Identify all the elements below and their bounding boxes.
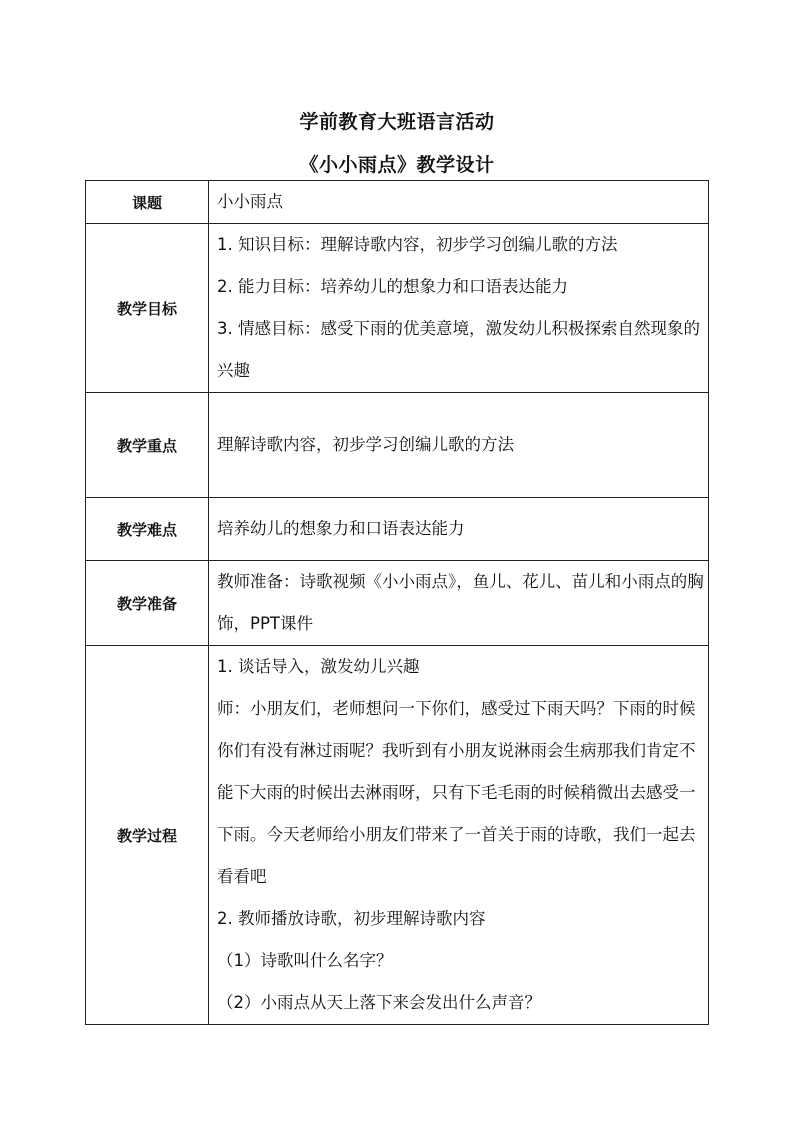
cell-topic (209, 181, 709, 224)
document-title: 学前教育大班语言活动 (299, 111, 495, 133)
objective-emotion: 3. 情感目标：感受下雨的优美意境，激发幼儿积极探索自然现象的兴趣 (217, 319, 700, 380)
label-objectives: 教学目标 (86, 224, 209, 393)
document-subtitle: 《小小雨点》教学设计 (299, 154, 495, 176)
table-row-preparation (86, 561, 709, 646)
process-question-2: （2）小雨点从天上落下来会发出什么声音？ (217, 993, 541, 1012)
table-row-topic (86, 181, 709, 224)
cell-key-points (209, 393, 709, 498)
label-preparation: 教学准备 (86, 561, 209, 646)
process-teacher-talk: 师：小朋友们，老师想问一下你们，感受过下雨天吗？下雨的时候你们有没有淋过雨呢？我听到有小朋友说淋雨会生病那我们肯定不能下大雨的时候出去淋雨呀，只有下毛毛雨的时候稍微出去感受一下雨。今天老师给小朋友们带来了一首关于雨的诗歌，我们一起去看看吧 (217, 699, 696, 886)
process-step-2: 2. 教师播放诗歌，初步理解诗歌内容 (217, 909, 486, 928)
label-topic: 课题 (86, 181, 209, 224)
preparation-text: 教师准备：诗歌视频《小小雨点》，鱼儿、花儿、苗儿和小雨点的胸饰，PPT课件 (217, 572, 704, 633)
table-row-process (86, 646, 709, 1025)
lesson-plan-table (85, 180, 709, 1025)
key-points-text: 理解诗歌内容，初步学习创编儿歌的方法 (217, 435, 514, 454)
label-process: 教学过程 (86, 646, 209, 1025)
cell-preparation (209, 561, 709, 646)
process-step-1: 1. 谈话导入，激发幼儿兴趣 (217, 657, 420, 676)
table-row-difficulties (86, 498, 709, 561)
objective-knowledge: 1. 知识目标：理解诗歌内容，初步学习创编儿歌的方法 (217, 235, 618, 254)
label-key-points: 教学重点 (86, 393, 209, 498)
cell-objectives (209, 224, 709, 393)
table-row-objectives (86, 224, 709, 393)
objective-ability: 2. 能力目标：培养幼儿的想象力和口语表达能力 (217, 277, 568, 296)
difficulties-text: 培养幼儿的想象力和口语表达能力 (217, 519, 465, 538)
table-row-key-points (86, 393, 709, 498)
label-difficulties: 教学难点 (86, 498, 209, 561)
cell-difficulties (209, 498, 709, 561)
topic-text: 小小雨点 (217, 192, 283, 211)
cell-process (209, 646, 709, 1025)
process-question-1: （1）诗歌叫什么名字？ (217, 951, 393, 970)
